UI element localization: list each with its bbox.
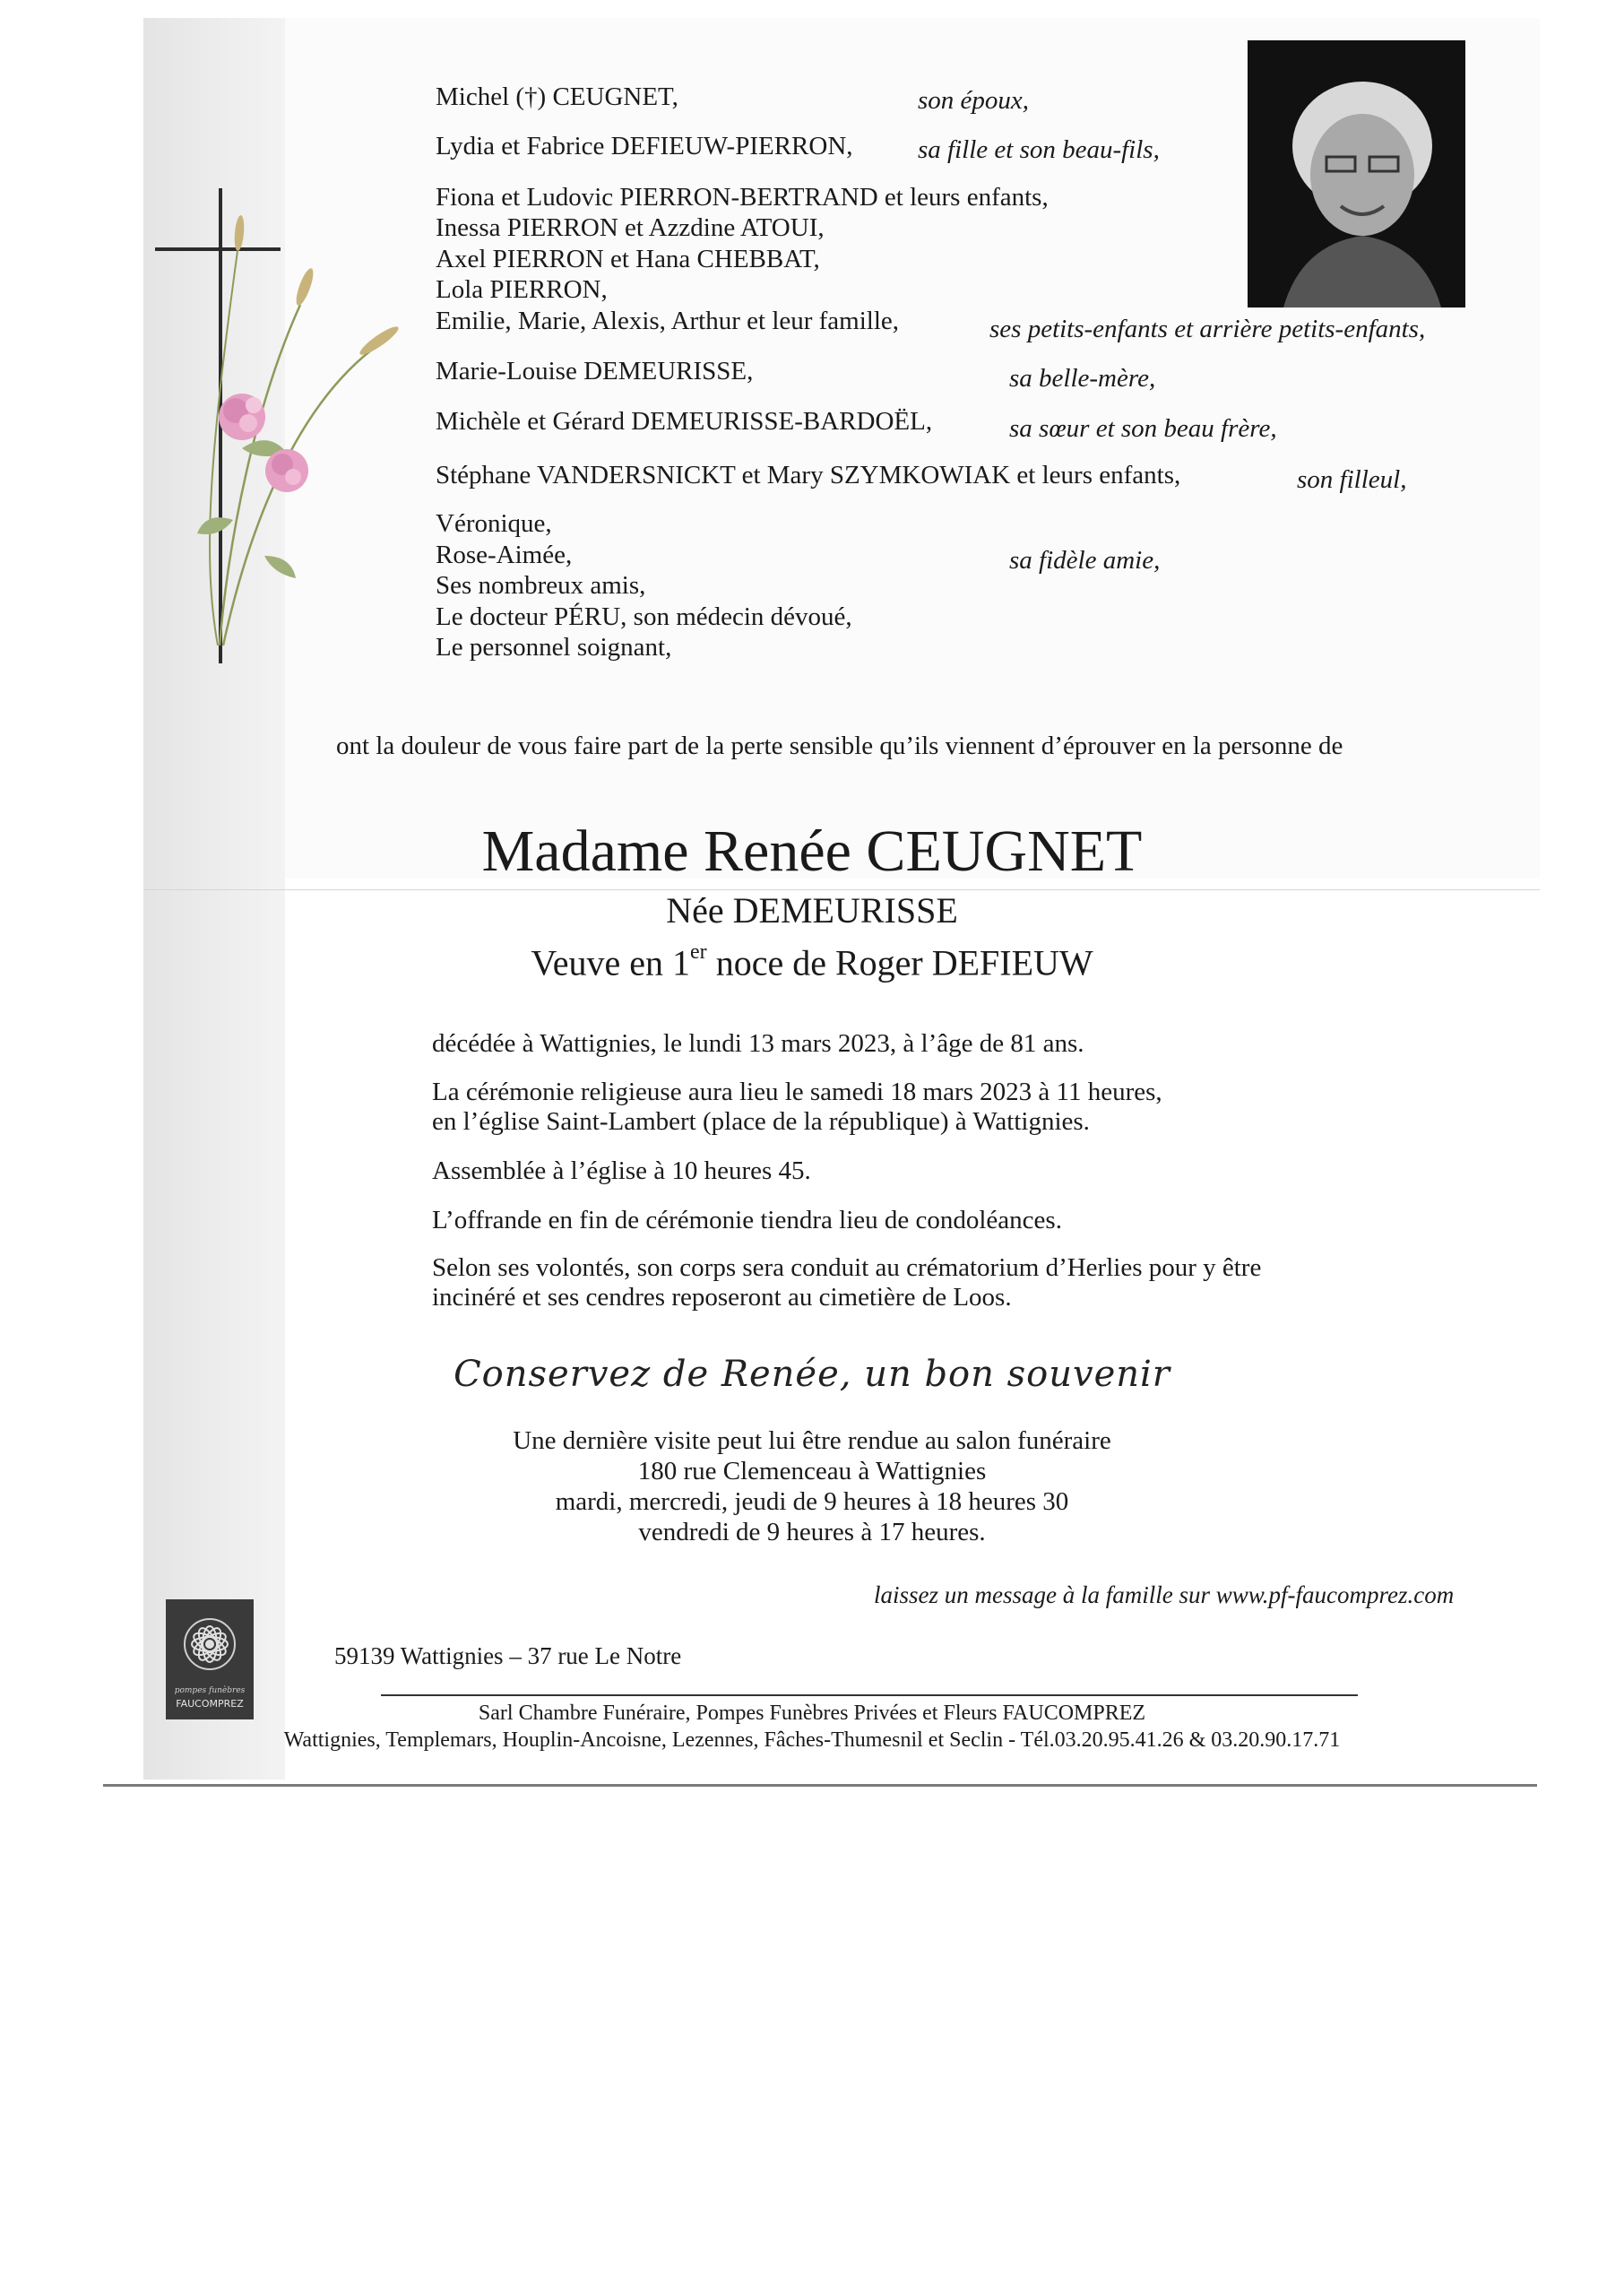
family-name: Inessa PIERRON et Azzdine ATOUI, <box>436 213 825 242</box>
visit-line: mardi, mercredi, jeudi de 9 heures à 18 heures 30 <box>555 1487 1069 1516</box>
family-name: Marie-Louise DEMEURISSE, <box>436 357 754 385</box>
detail-paragraph: Assemblée à l’église à 10 heures 45. <box>432 1156 811 1185</box>
detail-paragraph: La cérémonie religieuse aura lieu le samedi 18 mars 2023 à 11 heures, en l’église Saint-Lambert (place de la république) à Wattignies. <box>432 1078 1162 1136</box>
deceased-name: Madame Renée CEUGNET <box>481 818 1143 884</box>
remembrance-script: Conservez de Renée, un bon souvenir <box>454 1354 1170 1395</box>
maiden-name: Née DEMEURISSE <box>666 890 958 931</box>
visit-line: Une dernière visite peut lui être rendue au salon funéraire <box>513 1426 1111 1455</box>
family-name: Michel (†) CEUGNET, <box>436 82 678 111</box>
funeral-home-address: 59139 Wattignies – 37 rue Le Notre <box>334 1642 682 1669</box>
widow-line: Veuve en 1er noce de Roger DEFIEUW <box>531 940 1093 983</box>
rose-icon <box>219 394 265 440</box>
family-name: Lydia et Fabrice DEFIEUW-PIERRON, <box>436 132 853 160</box>
family-name: Le docteur PÉRU, son médecin dévoué, <box>436 602 852 631</box>
family-name: Ses nombreux amis, <box>436 571 646 600</box>
wheat-icon <box>357 323 401 359</box>
family-name: Rose-Aimée, <box>436 541 573 569</box>
portrait-photo <box>1248 40 1465 307</box>
family-relation: sa belle-mère, <box>1009 364 1156 393</box>
cross-horizontal-icon <box>155 247 281 251</box>
family-name: Emilie, Marie, Alexis, Arthur et leur famille, <box>436 307 900 335</box>
wheat-icon <box>293 266 316 307</box>
svg-text:pompes funèbres: pompes funèbres <box>174 1686 246 1695</box>
family-name: Lola PIERRON, <box>436 275 608 304</box>
footer-divider <box>381 1694 1358 1696</box>
wheat-icon <box>233 215 245 252</box>
visit-line: vendredi de 9 heures à 17 heures. <box>638 1518 986 1546</box>
family-relation: son filleul, <box>1297 465 1407 494</box>
family-name: Michèle et Gérard DEMEURISSE-BARDOËL, <box>436 407 933 436</box>
bottom-rule <box>103 1784 1537 1787</box>
family-relation: sa fille et son beau-fils, <box>918 135 1160 164</box>
family-relation: ses petits-enfants et arrière petits-enfants, <box>989 315 1426 343</box>
footer-locations-phone: Wattignies, Templemars, Houplin-Ancoisne, Lezennes, Fâches-Thumesnil et Seclin - Tél.03.20.95.41.26 & 03.20.90.17.71 <box>283 1728 1341 1752</box>
cross-roses-decoration <box>148 179 426 681</box>
family-name: Véronique, <box>436 509 552 538</box>
family-name: Axel PIERRON et Hana CHEBBAT, <box>436 245 820 273</box>
detail-paragraph: Selon ses volontés, son corps sera conduit au crématorium d’Herlies pour y être incinéré et ses cendres reposeront au cimetière de Loos. <box>432 1253 1262 1312</box>
family-name: Le personnel soignant, <box>436 633 672 662</box>
footer-company: Sarl Chambre Funéraire, Pompes Funèbres Privées et Fleurs FAUCOMPREZ <box>478 1702 1146 1725</box>
family-relation: sa sœur et son beau frère, <box>1009 414 1277 443</box>
svg-text:FAUCOMPREZ: FAUCOMPREZ <box>176 1698 244 1710</box>
family-name: Fiona et Ludovic PIERRON-BERTRAND et leurs enfants, <box>436 183 1049 212</box>
detail-paragraph: L’offrande en fin de cérémonie tiendra lieu de condoléances. <box>432 1206 1062 1234</box>
family-relation: sa fidèle amie, <box>1009 546 1161 575</box>
detail-paragraph: décédée à Wattignies, le lundi 13 mars 2023, à l’âge de 81 ans. <box>432 1029 1084 1058</box>
flower-emblem-icon <box>185 1619 235 1669</box>
rose-icon <box>265 449 308 492</box>
message-website-link[interactable]: laissez un message à la famille sur www.pf-faucomprez.com <box>874 1581 1455 1608</box>
visit-line: 180 rue Clemenceau à Wattignies <box>637 1457 987 1485</box>
family-name: Stéphane VANDERSNICKT et Mary SZYMKOWIAK et leurs enfants, <box>436 461 1181 489</box>
announcement-intro: ont la douleur de vous faire part de la perte sensible qu’ils viennent d’éprouver en la personne de <box>336 732 1343 760</box>
family-relation: son époux, <box>918 86 1030 115</box>
